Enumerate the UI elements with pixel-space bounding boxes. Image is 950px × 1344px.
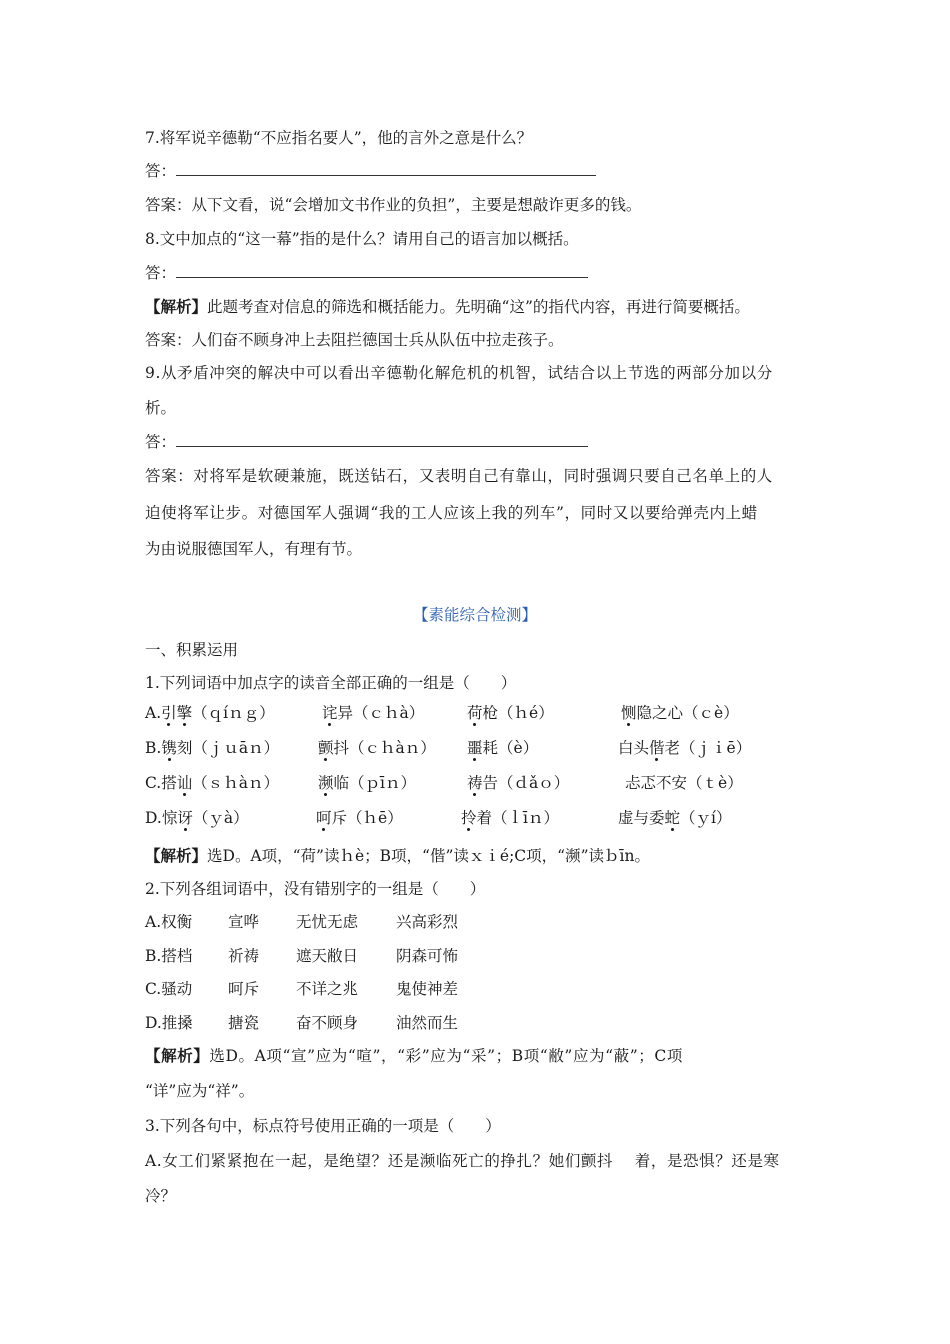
p2-word: 宣哗 — [228, 913, 260, 931]
p1-option-b: B.镌刻（ｊｕāｎ） — [145, 739, 280, 757]
answer-line-7 — [145, 160, 596, 182]
analysis-tag: 【解析】 — [145, 1046, 210, 1065]
answer-line-9 — [145, 431, 588, 453]
p2-option-b: B.搭档 — [145, 947, 193, 965]
p3-option-a-line-2: 冷？ — [145, 1187, 177, 1205]
p1-option-a: A.引擎（ｑíｎｇ） — [145, 704, 275, 722]
p2-word: 无忧无虑 — [296, 913, 359, 931]
answer-label: 答： — [145, 162, 177, 180]
problem-2-analysis — [145, 1045, 683, 1067]
p2-word: 阴森可怖 — [396, 947, 459, 965]
p1-option-c-word-4: 忐忑不安（ｔè） — [625, 774, 743, 792]
answer-9-line-1: 答案：对将军是软硬兼施，既送钻石，又表明自己有靠山，同时强调只要自己名单上的人 — [145, 467, 773, 485]
p1-option-a-word-4: 恻隐之心（ｃè） — [621, 704, 739, 722]
p2-option-a: A.权衡 — [145, 913, 193, 931]
p1-option-d-word-4: 虚与委蛇（ｙí） — [618, 809, 732, 827]
p2-option-d: D.推搡 — [145, 1014, 193, 1032]
answer-blank — [176, 262, 588, 278]
p1-option-c: C.搭讪（ｓｈàｎ） — [145, 774, 280, 792]
p2-option-c: C.骚动 — [145, 980, 193, 998]
p1-option-c-word-3: 祷告（ｄǎｏ） — [467, 774, 570, 792]
problem-1-analysis — [145, 845, 650, 867]
answer-9-line-3: 为由说服德国军人，有理有节。 — [145, 540, 363, 558]
analysis-text: 选D。A项，“荷”读ｈè；B项，“偕”读ｘｉé;C项，“濒”读ｂīn。 — [207, 847, 650, 865]
analysis-8 — [145, 296, 750, 318]
p2-word: 油然而生 — [396, 1014, 459, 1032]
p1-option-b-word-3: 噩耗（è） — [467, 739, 539, 757]
p1-option-b-word-4: 白头偕老（ｊｉē） — [618, 739, 752, 757]
question-7: 7.将军说辛德勒“不应指名要人”，他的言外之意是什么？ — [145, 129, 533, 147]
answer-7: 答案：从下文看，说“会增加文书作业的负担”，主要是想敲诈更多的钱。 — [145, 196, 642, 214]
p2-word: 搪瓷 — [228, 1014, 260, 1032]
part-heading: 一、积累运用 — [145, 641, 239, 659]
question-9-line-2: 析。 — [145, 399, 177, 417]
p2-word: 鬼使神差 — [396, 980, 459, 998]
p2-word: 不详之兆 — [296, 980, 359, 998]
question-9-line-1: 9.从矛盾冲突的解决中可以看出辛德勒化解危机的机智，试结合以上节选的两部分加以分 — [145, 364, 773, 382]
p1-option-c-word-2: 濒临（ｐīｎ） — [318, 774, 416, 792]
p1-option-a-word-2: 诧异（ｃｈà） — [322, 704, 425, 722]
p1-option-d-word-3: 拎着（ｌīｎ） — [461, 809, 559, 827]
problem-1-question: 1.下列词语中加点字的读音全部正确的一组是（ ） — [145, 674, 517, 692]
answer-label: 答： — [145, 433, 177, 451]
analysis-text: 此题考查对信息的筛选和概括能力。先明确“这”的指代内容，再进行简要概括。 — [207, 298, 750, 316]
p2-word: 祈祷 — [228, 947, 260, 965]
answer-blank — [176, 431, 588, 447]
p2-word: 呵斥 — [228, 980, 260, 998]
p2-word: 兴高彩烈 — [396, 913, 459, 931]
analysis-text: 选D。A项“宣”应为“喧”，“彩”应为“采”；B项“敝”应为“蔽”；C项 — [209, 1047, 683, 1065]
problem-2-analysis-line-2: “详”应为“祥”。 — [145, 1082, 255, 1100]
p2-word: 奋不顾身 — [296, 1014, 359, 1032]
analysis-tag: 【解析】 — [145, 297, 208, 316]
question-8: 8.文中加点的“这一幕”指的是什么？请用自己的语言加以概括。 — [145, 230, 579, 248]
problem-3-question: 3.下列各句中，标点符号使用正确的一项是（ ） — [145, 1117, 501, 1135]
problem-2-question: 2.下列各组词语中，没有错别字的一组是（ ） — [145, 880, 486, 898]
p1-option-d: D.惊讶（ｙà） — [145, 809, 249, 827]
answer-label: 答： — [145, 264, 177, 282]
answer-9-line-2: 迫使将军让步。对德国军人强调“我的工人应该上我的列车”，同时又以要给弹壳内上蜡 — [145, 504, 758, 522]
section-title: 【素能综合检测】 — [412, 606, 537, 624]
answer-line-8 — [145, 262, 588, 284]
p2-word: 遮天敝日 — [296, 947, 359, 965]
p3-option-a-line-1: A.女工们紧紧抱在一起，是绝望？还是濒临死亡的挣扎？她们颤抖 着，是恐惧？还是寒 — [145, 1152, 780, 1170]
answer-blank — [176, 160, 596, 176]
p1-option-b-word-2: 颤抖（ｃｈàｎ） — [318, 739, 436, 757]
answer-8: 答案：人们奋不顾身冲上去阻拦德国士兵从队伍中拉走孩子。 — [145, 331, 564, 349]
analysis-tag: 【解析】 — [145, 846, 208, 865]
p1-option-a-word-3: 荷枪（ｈé） — [467, 704, 554, 722]
p1-option-d-word-2: 呵斥（ｈē） — [316, 809, 403, 827]
